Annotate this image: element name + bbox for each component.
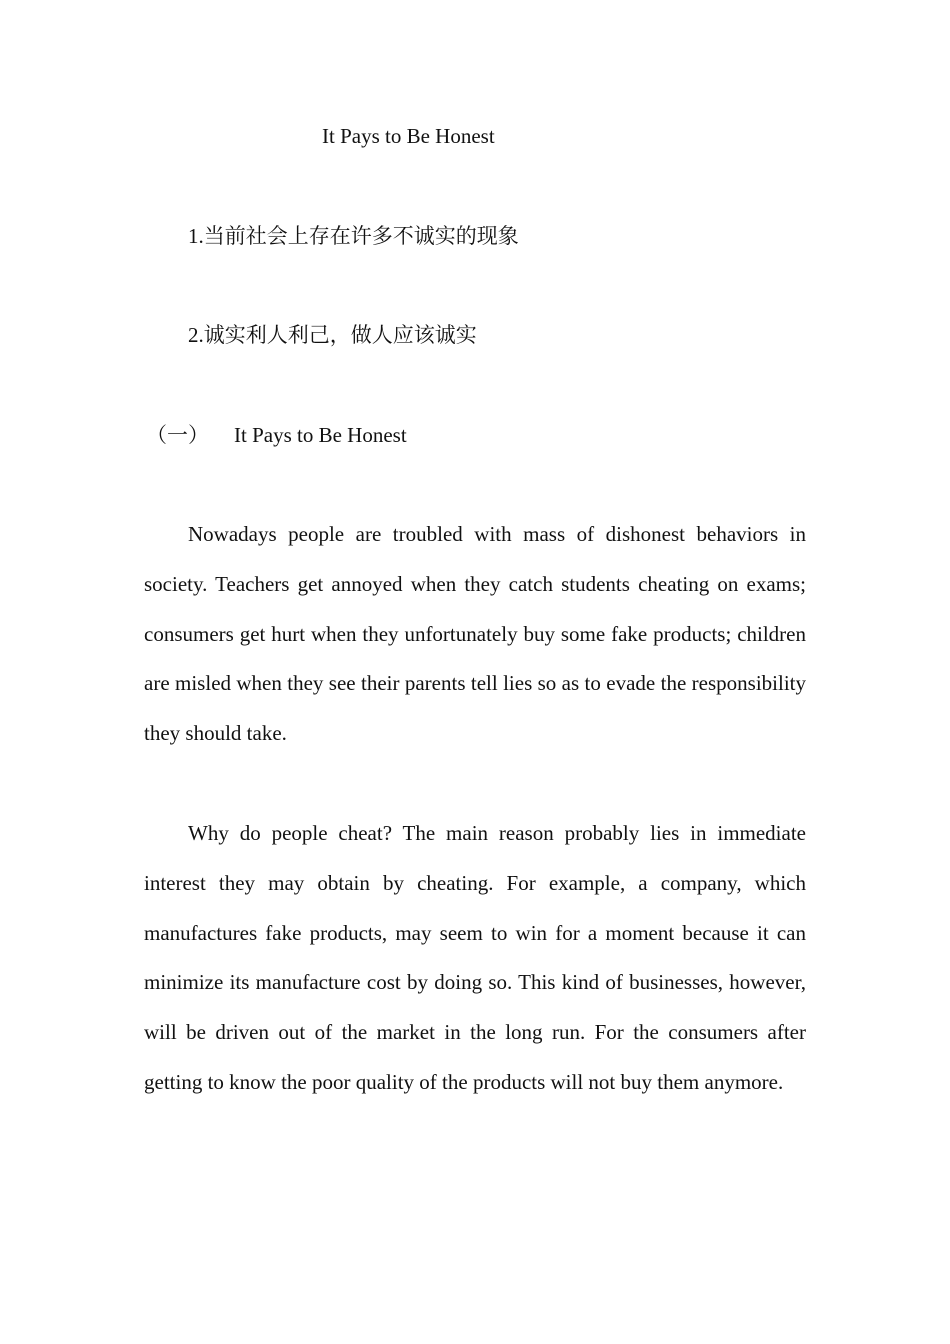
section-marker: （一） <box>146 423 209 447</box>
body-paragraph-1: Nowadays people are troubled with mass of dishonest behaviors in society. Teachers get annoyed when they catch students cheating on exams; consumers get hurt when they unfortunately buy some fake products; children are misled when they see their parents tell lies so as to evade the responsibility they should take. <box>144 522 806 746</box>
document-title: It Pays to Be Honest <box>322 124 495 148</box>
body-paragraph-2: Why do people cheat? The main reason probably lies in immediate interest they may obtain by cheating. For example, a company, which manufactures fake products, may seem to win for a moment because it can minimize its manufacture cost by doing so. This kind of businesses, however, will be driven out of the market in the long run. For the consumers after getting to know the poor quality of the products will not buy them anymore. <box>144 821 806 1094</box>
section-heading <box>146 420 407 450</box>
section-title: It Pays to Be Honest <box>234 423 407 447</box>
outline-item-1: 1.当前社会上存在许多不诚实的现象 <box>188 224 519 248</box>
outline-item-2: 2.诚实利人利己，做人应该诚实 <box>188 323 477 347</box>
